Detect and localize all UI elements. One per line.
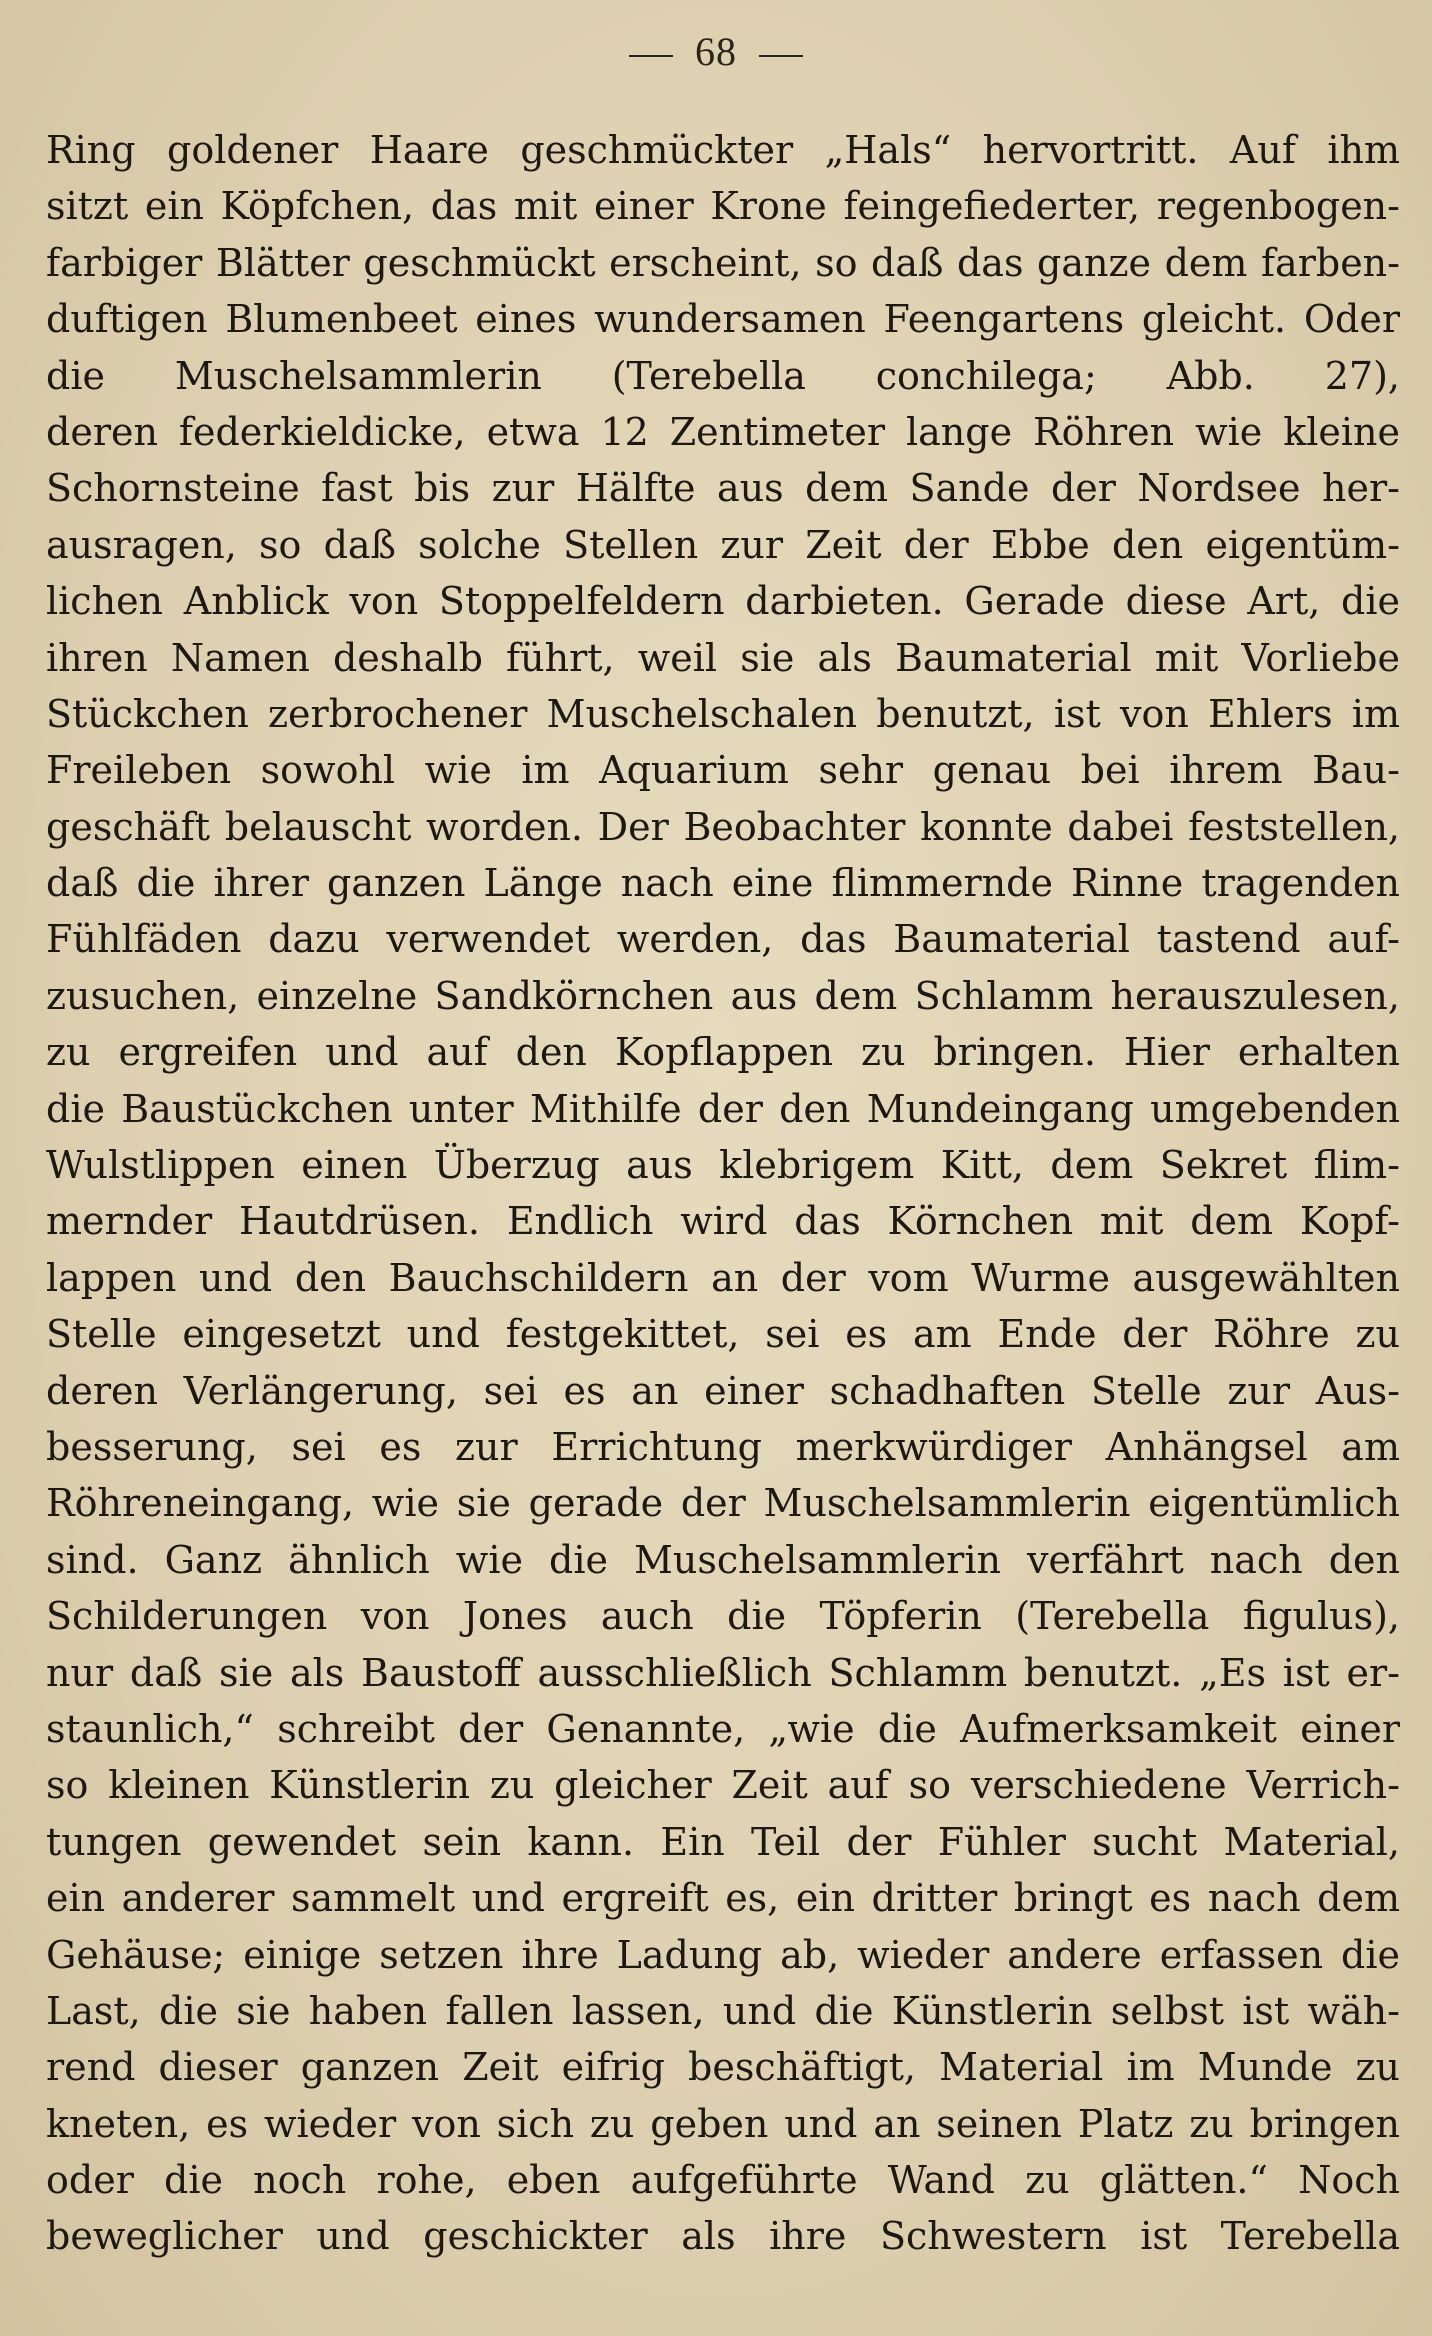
text-line: zu ergreifen und auf den Kopflappen zu bringen. Hier erhalten <box>46 1030 1400 1075</box>
text-line: Stelle eingesetzt und festgekittet, sei es am Ende der Röhre zu <box>46 1312 1400 1357</box>
text-line: tungen gewendet sein kann. Ein Teil der Fühler sucht Material, <box>46 1819 1400 1864</box>
text-line: Gehäuse; einige setzen ihre Ladung ab, wieder andere erfassen die <box>46 1932 1400 1977</box>
text-line: ausragen, so daß solche Stellen zur Zeit der Ebbe den eigentüm- <box>46 522 1400 567</box>
text-line: Ring goldener Haare geschmückter „Hals“ hervortritt. Auf ihm <box>46 128 1400 172</box>
text-line: Schilderungen von Jones auch die Töpferin (Terebella figulus), <box>46 1594 1400 1639</box>
text-line: beweglicher und geschickter als ihre Schwestern ist Terebella <box>46 2214 1400 2259</box>
text-line: ihren Namen deshalb führt, weil sie als Baumaterial mit Vorliebe <box>46 635 1400 680</box>
text-line: Fühlfäden dazu verwendet werden, das Baumaterial tastend auf- <box>46 917 1400 962</box>
text-line: Stückchen zerbrochener Muschelschalen benutzt, ist von Ehlers im <box>46 691 1400 736</box>
text-line: oder die noch rohe, eben aufgeführte Wand zu glätten.“ Noch <box>46 2158 1400 2203</box>
text-line: zusuchen, einzelne Sandkörnchen aus dem Schlamm herauszulesen, <box>46 973 1400 1018</box>
page-number: 68 <box>695 29 737 74</box>
text-line: mernder Hautdrüsen. Endlich wird das Körnchen mit dem Kopf- <box>46 1199 1400 1244</box>
text-line: staunlich,“ schreibt der Genannte, „wie die Aufmerksamkeit einer <box>46 1706 1400 1751</box>
text-line: Last, die sie haben fallen lassen, und die Künstlerin selbst ist wäh- <box>46 1988 1400 2033</box>
text-line: die Baustückchen unter Mithilfe der den Mundeingang umgebenden <box>46 1086 1400 1131</box>
page-number-header <box>0 28 1432 75</box>
text-line: kneten, es wieder von sich zu geben und an seinen Platz zu bringen <box>46 2101 1400 2146</box>
text-line: lichen Anblick von Stoppelfeldern darbieten. Gerade diese Art, die <box>46 579 1400 624</box>
text-line: die Muschelsammlerin (Terebella conchilega; Abb. 27), <box>46 353 1400 398</box>
text-line: duftigen Blumenbeet eines wundersamen Feengartens gleicht. Oder <box>46 297 1400 342</box>
right-dash <box>759 55 803 57</box>
text-line: rend dieser ganzen Zeit eifrig beschäftigt, Material im Munde zu <box>46 2045 1400 2090</box>
text-line: deren Verlängerung, sei es an einer schadhaften Stelle zur Aus- <box>46 1368 1400 1413</box>
text-line: Freileben sowohl wie im Aquarium sehr genau bei ihrem Bau- <box>46 748 1400 793</box>
text-line: nur daß sie als Baustoff ausschließlich Schlamm benutzt. „Es ist er- <box>46 1650 1400 1695</box>
text-line: ein anderer sammelt und ergreift es, ein dritter bringt es nach dem <box>46 1876 1400 1921</box>
text-line: so kleinen Künstlerin zu gleicher Zeit auf so verschiedene Verrich- <box>46 1763 1400 1808</box>
text-line: Schornsteine fast bis zur Hälfte aus dem Sande der Nordsee her- <box>46 466 1400 511</box>
text-line: lappen und den Bauchschildern an der vom Wurme ausgewählten <box>46 1255 1400 1300</box>
text-line: sitzt ein Köpfchen, das mit einer Krone feingefiederter, regenbogen- <box>46 184 1400 229</box>
body-text <box>46 122 1400 2265</box>
text-line: sind. Ganz ähnlich wie die Muschelsammlerin verfährt nach den <box>46 1537 1400 1582</box>
text-line: besserung, sei es zur Errichtung merkwürdiger Anhängsel am <box>46 1424 1400 1469</box>
left-dash <box>629 55 673 57</box>
text-line: daß die ihrer ganzen Länge nach eine flimmernde Rinne tragenden <box>46 861 1400 906</box>
text-line: deren federkieldicke, etwa 12 Zentimeter lange Röhren wie kleine <box>46 409 1400 454</box>
text-line: geschäft belauscht worden. Der Beobachter konnte dabei feststellen, <box>46 804 1400 849</box>
text-line: Wulstlippen einen Überzug aus klebrigem Kitt, dem Sekret flim- <box>46 1143 1400 1188</box>
text-line: farbiger Blätter geschmückt erscheint, so daß das ganze dem farben- <box>46 240 1400 285</box>
text-line: Röhreneingang, wie sie gerade der Muschelsammlerin eigentümlich <box>46 1481 1400 1526</box>
